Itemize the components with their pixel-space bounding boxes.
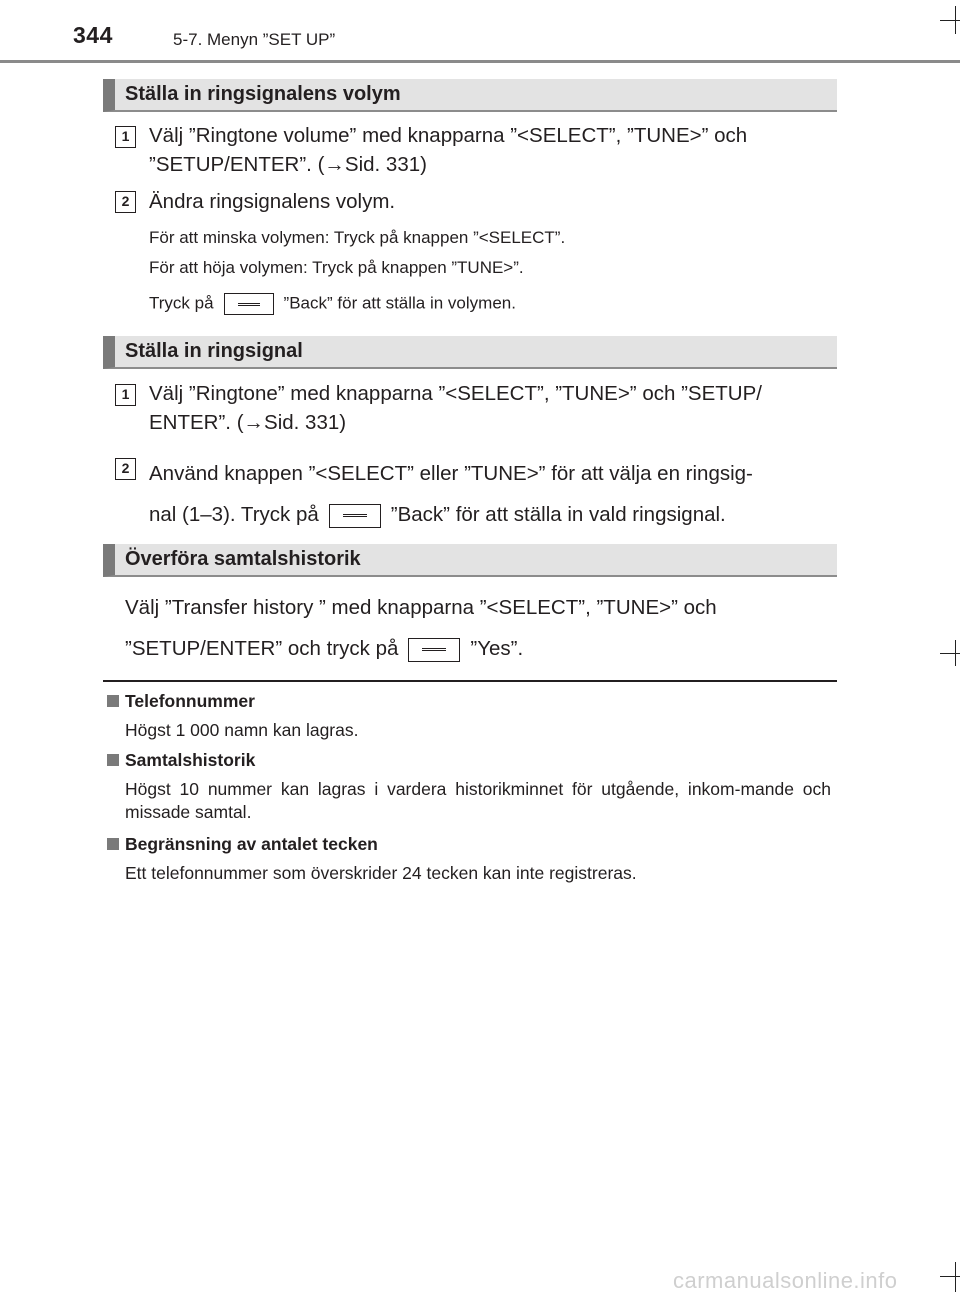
section-title: Överföra samtalshistorik xyxy=(125,548,361,570)
yes-button-icon xyxy=(408,638,460,662)
section-title: Ställa in ringsignal xyxy=(125,340,303,362)
note-body: Högst 1 000 namn kan lagras. xyxy=(125,720,359,740)
crop-mark-top-h xyxy=(940,20,960,21)
section-heading-ringtone xyxy=(103,336,837,369)
page-number: 344 xyxy=(73,22,113,48)
bullet-square-icon xyxy=(107,838,119,850)
step-number-badge: 1 xyxy=(115,126,136,148)
instruction-decrease: För att minska volymen: Tryck på knappen ”<SELECT”. xyxy=(149,228,566,247)
note-body: Ett telefonnummer som överskrider 24 tecken kan inte registreras. xyxy=(125,863,637,883)
arrow-icon: → xyxy=(243,411,265,434)
instruction-line: Välj ”Transfer history ” med knapparna ”<SELECT”, ”TUNE>” och xyxy=(125,596,717,619)
note-body: Högst 10 nummer kan lagras i vardera historikminnet för utgående, inkom-mande och missade samtal. xyxy=(125,779,831,822)
note-heading: Telefonnummer xyxy=(107,691,255,712)
instruction-line: ”SETUP/ENTER” och tryck på ”Yes”. xyxy=(125,637,524,660)
step-line: ”SETUP/ENTER”. (→Sid. 331) xyxy=(149,153,427,176)
watermark: carmanualsonline.info xyxy=(673,1268,898,1293)
step-number-badge: 1 xyxy=(115,384,136,406)
step-text: Ändra ringsignalens volym. xyxy=(149,190,396,213)
step-line: Välj ”Ringtone volume” med knapparna ”<SELECT”, ”TUNE>” och xyxy=(149,124,748,147)
step-text xyxy=(149,453,831,535)
step-line: ENTER”. (→Sid. 331) xyxy=(149,411,347,434)
step-text xyxy=(149,121,831,179)
crop-mark-bottom xyxy=(955,1262,956,1292)
transfer-instruction xyxy=(125,587,831,669)
crop-mark-mid-h xyxy=(940,653,960,654)
bullet-square-icon xyxy=(107,695,119,707)
step-number-badge: 2 xyxy=(115,191,136,213)
back-button-icon xyxy=(329,504,381,528)
step-text xyxy=(149,379,831,437)
note-heading: Samtalshistorik xyxy=(107,750,255,771)
back-button-icon xyxy=(224,293,274,315)
note-heading: Begränsning av antalet tecken xyxy=(107,834,378,855)
arrow-icon: → xyxy=(324,153,345,176)
instruction-back: Tryck på ”Back” för att ställa in volymen. xyxy=(149,293,516,315)
bullet-square-icon xyxy=(107,754,119,766)
notes-divider xyxy=(103,680,837,682)
step-line: nal (1–3). Tryck på ”Back” för att ställa in vald ringsignal. xyxy=(149,503,726,526)
chapter-title: 5-7. Menyn ”SET UP” xyxy=(173,30,336,49)
step-line: Välj ”Ringtone” med knapparna ”<SELECT”, ”TUNE>” och ”SETUP/ xyxy=(149,382,762,405)
step-line: Använd knappen ”<SELECT” eller ”TUNE>” för att välja en ringsig- xyxy=(149,462,753,485)
section-title: Ställa in ringsignalens volym xyxy=(125,83,401,105)
section-heading-ringtone-volume xyxy=(103,79,837,112)
section-heading-transfer-history xyxy=(103,544,837,577)
instruction-increase: För att höja volymen: Tryck på knappen ”TUNE>”. xyxy=(149,258,524,277)
crop-mark-bottom-h xyxy=(940,1276,960,1277)
step-number-badge: 2 xyxy=(115,458,136,480)
header-rule xyxy=(0,60,960,63)
